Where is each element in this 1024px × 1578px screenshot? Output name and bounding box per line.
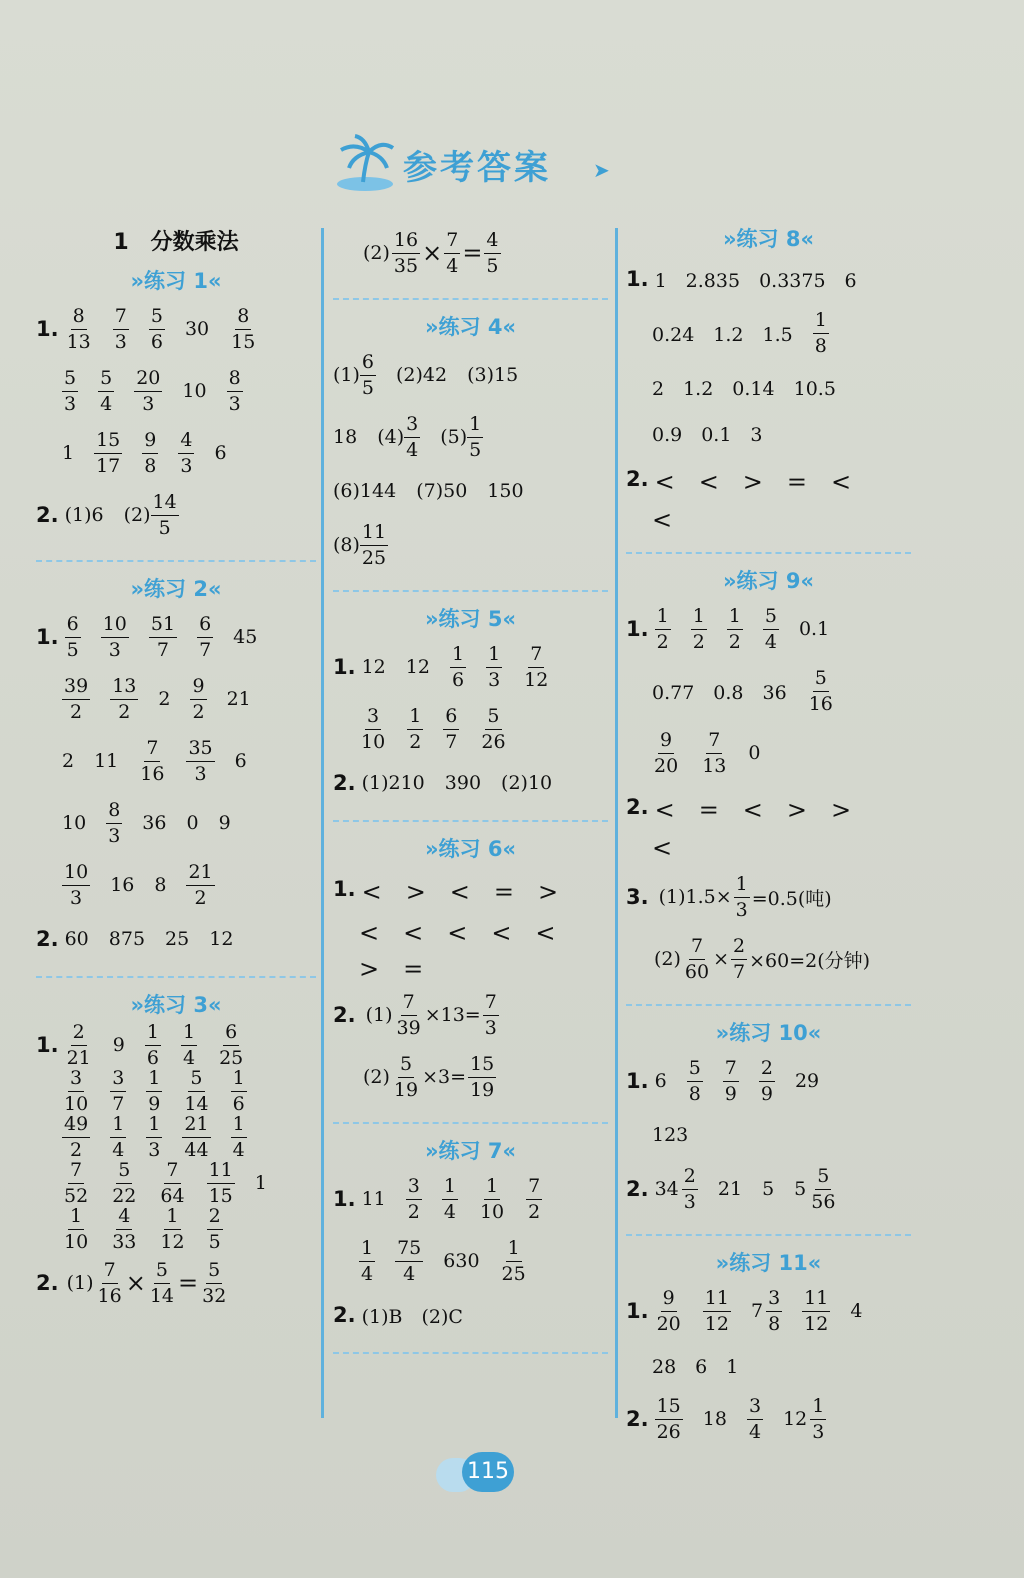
practice-title: »练习 2« — [130, 577, 222, 601]
fraction: $\frac{1}{3}$ — [735, 872, 748, 921]
answer-value: (5) $\frac{1}{5}$ — [440, 412, 482, 461]
answer-row — [333, 1292, 608, 1338]
answer-value: 2 — [62, 750, 75, 772]
fraction: $\frac{1}{2}$ — [656, 604, 669, 653]
equation-tail: ×60=2(分钟) — [749, 949, 871, 972]
answer-row — [36, 792, 316, 854]
answer-value: (6)144 — [333, 480, 397, 502]
answer-row — [333, 1168, 608, 1230]
times-sign: × — [713, 948, 730, 970]
answer-row — [626, 660, 911, 722]
answer-row — [36, 1206, 316, 1252]
fraction: $\frac{5}{16}$ — [808, 666, 833, 715]
answer-value: 9 — [112, 1034, 125, 1056]
fraction: $\frac{15}{19}$ — [470, 1052, 495, 1101]
fraction: $\frac{9}{8}$ — [144, 428, 157, 477]
question-number: 1. — [333, 655, 356, 679]
fraction: $\frac{5}{3}$ — [64, 366, 77, 415]
question-number: 1. — [36, 317, 59, 341]
answer-value: 30 — [184, 318, 210, 340]
equation-tail: =0.5(吨) — [751, 887, 832, 910]
section-divider — [36, 560, 316, 562]
fraction: $\frac{15}{17}$ — [96, 428, 121, 477]
answer-value: 18 — [702, 1408, 727, 1430]
answer-value: 1 — [62, 442, 75, 464]
answer-value: 1 — [254, 1172, 267, 1194]
answer-row — [626, 502, 911, 538]
page-header — [335, 132, 625, 202]
fraction: $\frac{7}{3}$ — [484, 990, 497, 1039]
equation-prefix: (1) — [365, 1004, 393, 1026]
answer-value: 4 — [850, 1300, 863, 1322]
fraction: $\frac{4}{5}$ — [486, 228, 499, 277]
answer-value: 5 — [762, 1178, 775, 1200]
answer-row — [36, 1252, 316, 1314]
fraction: $\frac{7}{52}$ — [64, 1158, 89, 1207]
question-number: 1. — [626, 1299, 649, 1323]
answer-value: (2)10 — [501, 772, 553, 794]
fraction: $\frac{1}{3}$ — [812, 1394, 825, 1443]
arrow-icon: ➤ — [593, 158, 610, 182]
column-middle — [333, 222, 608, 1364]
fraction: $\frac{1}{6}$ — [146, 1020, 159, 1069]
page-number: 115 — [462, 1452, 514, 1492]
fraction: $\frac{7}{9}$ — [724, 1056, 737, 1105]
fraction: $\frac{49}{2}$ — [64, 1112, 89, 1161]
answer-row — [626, 784, 911, 830]
question-number: 2. — [36, 503, 59, 527]
fraction: $\frac{3}{2}$ — [407, 1174, 420, 1223]
fraction: $\frac{1}{5}$ — [469, 412, 482, 461]
answer-value: 6 — [234, 750, 247, 772]
times-sign: × — [125, 1269, 146, 1297]
fraction: $\frac{21}{44}$ — [184, 1112, 209, 1161]
answer-value: 12 — [361, 656, 386, 678]
practice-title: »练习 6« — [424, 837, 517, 861]
section-divider — [333, 820, 608, 822]
answer-value: 0 — [748, 742, 761, 764]
fraction: $\frac{5}{19}$ — [393, 1052, 419, 1101]
fraction: $\frac{20}{3}$ — [136, 366, 161, 415]
fraction: $\frac{2}{9}$ — [760, 1056, 773, 1105]
answer-row — [626, 598, 911, 660]
answer-row — [333, 468, 608, 514]
equation-middle: ×13= — [424, 1004, 481, 1026]
fraction: $\frac{5}{14}$ — [149, 1258, 174, 1307]
fraction: $\frac{11}{12}$ — [704, 1286, 729, 1335]
fraction: $\frac{5}{32}$ — [202, 1258, 227, 1307]
mixed-number: 34 $\frac{2}{3}$ — [654, 1164, 696, 1213]
column-right — [626, 222, 911, 1450]
answer-row — [626, 302, 911, 364]
answer-value: 390 — [444, 772, 482, 794]
fraction: $\frac{1}{4}$ — [443, 1174, 456, 1223]
section-divider — [333, 590, 608, 592]
comparison-signs: < = < > > — [654, 795, 852, 824]
section-divider — [626, 552, 911, 554]
answer-value: (2)42 — [396, 364, 448, 386]
answer-row — [36, 1160, 316, 1206]
fraction: $\frac{5}{56}$ — [811, 1164, 836, 1213]
column-divider — [321, 228, 324, 1418]
answer-row — [333, 984, 608, 1046]
fraction: $\frac{7}{12}$ — [524, 642, 549, 691]
question-number: 2. — [626, 467, 649, 491]
fraction: $\frac{3}{10}$ — [361, 704, 386, 753]
mixed-number: 5 $\frac{5}{56}$ — [794, 1164, 836, 1213]
fraction: $\frac{7}{3}$ — [114, 304, 127, 353]
practice-title: »练习 4« — [424, 315, 517, 339]
comparison-signs: < < > = < — [654, 467, 852, 496]
comparison-signs: < < < < < — [359, 918, 556, 947]
palm-tree-icon — [335, 134, 397, 194]
fraction: $\frac{8}{3}$ — [108, 798, 121, 847]
answer-row — [36, 1022, 316, 1068]
answer-row — [626, 364, 911, 410]
answer-value: (2) $\frac{14}{5}$ — [123, 490, 177, 539]
answer-value: 1 2.835 0.3375 6 — [654, 269, 857, 292]
fraction: $\frac{4}{33}$ — [112, 1204, 137, 1253]
question-number: 1. — [333, 1187, 356, 1211]
answer-value: 10 — [182, 380, 207, 402]
answer-value: (8) $\frac{11}{25}$ — [333, 520, 387, 569]
answer-value: 9 — [218, 812, 231, 834]
answer-value: (4) $\frac{3}{4}$ — [377, 412, 419, 461]
fraction: $\frac{14}{5}$ — [152, 490, 177, 539]
answer-value: 0.1 — [798, 618, 830, 640]
practice-title: »练习 8« — [722, 227, 815, 251]
fraction: $\frac{1}{4}$ — [182, 1020, 196, 1069]
fraction: $\frac{2}{7}$ — [733, 934, 746, 983]
fraction: $\frac{1}{2}$ — [692, 604, 705, 653]
answer-value: 150 — [487, 480, 524, 502]
answer-row — [36, 1114, 316, 1160]
column-divider — [615, 228, 618, 1418]
fraction: $\frac{5}{8}$ — [688, 1056, 701, 1105]
answer-value: 0.77 0.8 36 — [652, 681, 787, 704]
fraction: $\frac{11}{25}$ — [361, 520, 387, 569]
fraction: $\frac{5}{4}$ — [100, 366, 113, 415]
answer-value: (3)15 — [467, 364, 519, 386]
fraction: $\frac{7}{13}$ — [702, 728, 727, 777]
answer-row — [333, 1046, 608, 1108]
equation-prefix: (2) — [654, 948, 681, 970]
answer-value: 36 — [142, 812, 167, 834]
answer-row — [333, 514, 608, 576]
answer-row — [626, 256, 911, 302]
answer-row — [36, 360, 316, 422]
answer-row — [36, 606, 316, 668]
answer-row — [36, 484, 316, 546]
answer-value: (1)6 — [64, 504, 104, 526]
mixed-number: 7 $\frac{3}{8}$ — [750, 1286, 781, 1335]
fraction: $\frac{35}{3}$ — [188, 736, 213, 785]
fraction: $\frac{10}{3}$ — [64, 860, 89, 909]
answer-row — [36, 730, 316, 792]
fraction: $\frac{2}{3}$ — [683, 1164, 696, 1213]
comparison-signs: < > < = > — [361, 877, 559, 906]
fraction: $\frac{3}{8}$ — [768, 1286, 781, 1335]
answer-value: 2 1.2 0.14 10.5 — [652, 377, 836, 400]
fraction: $\frac{39}{2}$ — [64, 674, 89, 723]
answer-value: 18 — [333, 426, 358, 448]
section-divider — [36, 976, 316, 978]
answer-row — [626, 410, 911, 456]
answer-row — [626, 1342, 911, 1388]
answer-value: (1) $\frac{6}{5}$ — [333, 350, 375, 399]
answer-value: 21 — [226, 688, 251, 710]
question-number: 2. — [626, 795, 649, 819]
answer-row — [626, 1280, 911, 1342]
answer-value: 875 — [108, 928, 146, 950]
fraction: $\frac{6}{5}$ — [361, 350, 375, 399]
fraction: $\frac{6}{7}$ — [199, 612, 212, 661]
section-divider — [333, 298, 608, 300]
answer-row — [333, 1230, 608, 1292]
answer-row — [626, 1388, 911, 1450]
question-number: 2. — [333, 771, 356, 795]
answer-value: (1)210 — [361, 772, 425, 794]
answer-value: 0 — [186, 812, 199, 834]
fraction: $\frac{11}{12}$ — [804, 1286, 829, 1335]
equals-sign: = — [462, 239, 483, 267]
fraction: $\frac{6}{7}$ — [445, 704, 458, 753]
answer-value: 11 — [94, 750, 119, 772]
answer-row — [626, 722, 911, 784]
practice-title: »练习 10« — [715, 1021, 822, 1045]
answer-value: 630 — [443, 1250, 480, 1272]
fraction: $\frac{7}{2}$ — [528, 1174, 541, 1223]
section-divider — [333, 1122, 608, 1124]
answer-row — [626, 1050, 911, 1112]
fraction: $\frac{1}{10}$ — [64, 1204, 89, 1253]
fraction: $\frac{8}{3}$ — [228, 366, 241, 415]
mixed-number: 12 $\frac{1}{3}$ — [783, 1394, 825, 1443]
fraction: $\frac{1}{25}$ — [501, 1236, 526, 1285]
question-number: 2. — [333, 1303, 356, 1327]
fraction: $\frac{3}{4}$ — [748, 1394, 762, 1443]
answer-value: 2 — [158, 688, 171, 710]
fraction: $\frac{51}{7}$ — [150, 612, 176, 661]
fraction: $\frac{1}{4}$ — [361, 1236, 374, 1285]
fraction: $\frac{1}{8}$ — [814, 308, 827, 357]
equals-sign: = — [178, 1269, 199, 1297]
question-number: 1. — [36, 625, 59, 649]
question-number: 3. — [626, 885, 649, 909]
answer-value: 25 — [165, 928, 190, 950]
fraction: $\frac{7}{64}$ — [160, 1158, 185, 1207]
fraction: $\frac{21}{2}$ — [188, 860, 213, 909]
question-number: 1. — [626, 617, 649, 641]
answer-row — [333, 912, 608, 948]
fraction: $\frac{5}{22}$ — [112, 1158, 137, 1207]
fraction: $\frac{1}{3}$ — [488, 642, 501, 691]
answer-row — [626, 1158, 911, 1220]
fraction: $\frac{1}{4}$ — [232, 1112, 245, 1161]
answer-value: 12 — [405, 656, 430, 678]
question-number: 1. — [333, 877, 356, 901]
equation-prefix: (1) — [66, 1272, 94, 1294]
fraction: $\frac{7}{39}$ — [396, 990, 421, 1039]
answer-row — [626, 866, 911, 928]
answer-row — [333, 406, 608, 468]
fraction: $\frac{9}{20}$ — [654, 728, 679, 777]
equation-middle: ×3= — [422, 1066, 467, 1088]
fraction: $\frac{3}{10}$ — [64, 1066, 89, 1115]
answer-row — [36, 854, 316, 916]
fraction: $\frac{5}{26}$ — [481, 704, 506, 753]
fraction: $\frac{5}{4}$ — [764, 604, 777, 653]
answer-value: (7)50 — [416, 480, 468, 502]
section-divider — [626, 1004, 911, 1006]
comparison-signs: > = — [359, 954, 424, 983]
comparison-signs: < — [652, 834, 673, 862]
fraction: $\frac{9}{20}$ — [656, 1286, 681, 1335]
page-title: 参考答案 — [403, 148, 551, 188]
answer-value: 16 — [110, 874, 135, 896]
answer-value: 45 — [233, 626, 258, 648]
question-number: 1. — [626, 1069, 649, 1093]
practice-title: »练习 9« — [722, 569, 815, 593]
equation-prefix: (2) — [363, 242, 390, 264]
practice-title: »练习 1« — [130, 269, 222, 293]
question-number: 2. — [626, 1407, 649, 1431]
answer-value: 10 — [62, 812, 87, 834]
fraction: $\frac{13}{2}$ — [112, 674, 137, 723]
fraction: $\frac{5}{14}$ — [184, 1066, 209, 1115]
answer-value: 0.9 0.1 3 — [652, 423, 763, 446]
fraction: $\frac{7}{16}$ — [140, 736, 165, 785]
practice-title: »练习 3« — [130, 993, 222, 1017]
answer-row — [333, 222, 608, 284]
answer-row — [333, 636, 608, 698]
question-number: 1. — [626, 267, 649, 291]
answer-row — [333, 948, 608, 984]
answer-value: 60 — [64, 928, 89, 950]
fraction: $\frac{1}{2}$ — [409, 704, 422, 753]
fraction: $\frac{1}{9}$ — [148, 1066, 161, 1115]
fraction: $\frac{2}{21}$ — [66, 1020, 91, 1069]
fraction: $\frac{8}{15}$ — [231, 304, 256, 353]
answer-value: 8 — [154, 874, 167, 896]
answer-row — [36, 1068, 316, 1114]
question-number: 2. — [333, 1003, 356, 1027]
answer-row — [333, 760, 608, 806]
answer-value: 29 — [794, 1070, 820, 1092]
fraction: $\frac{16}{35}$ — [393, 228, 419, 277]
answer-value: 21 — [717, 1178, 743, 1200]
fraction: $\frac{7}{60}$ — [684, 934, 710, 983]
fraction: $\frac{4}{3}$ — [180, 428, 193, 477]
practice-title: »练习 5« — [424, 607, 517, 631]
fraction: $\frac{1}{4}$ — [112, 1112, 125, 1161]
question-number: 1. — [36, 1033, 59, 1057]
fraction: $\frac{3}{7}$ — [112, 1066, 125, 1115]
comparison-signs: < — [652, 506, 673, 534]
fraction: $\frac{75}{4}$ — [397, 1236, 422, 1285]
question-number: 2. — [36, 1271, 59, 1295]
fraction: $\frac{2}{5}$ — [208, 1204, 221, 1253]
answer-value: 0.24 1.2 1.5 — [652, 323, 793, 346]
times-sign: × — [422, 239, 443, 267]
answer-value: 123 — [652, 1124, 689, 1146]
fraction: $\frac{1}{12}$ — [160, 1204, 185, 1253]
fraction: $\frac{1}{2}$ — [728, 604, 741, 653]
fraction: $\frac{7}{16}$ — [97, 1258, 122, 1307]
practice-title: »练习 7« — [424, 1139, 517, 1163]
section-divider — [626, 1234, 911, 1236]
answer-value: 6 — [654, 1070, 667, 1092]
answer-row — [626, 928, 911, 990]
chapter-title: 1 分数乘法 — [113, 230, 239, 255]
fraction: $\frac{9}{2}$ — [192, 674, 205, 723]
fraction: $\frac{1}{6}$ — [451, 642, 465, 691]
fraction: $\frac{11}{15}$ — [208, 1158, 233, 1207]
answer-row — [333, 344, 608, 406]
answer-row — [36, 298, 316, 360]
answer-value: 28 6 1 — [652, 1355, 739, 1378]
fraction: $\frac{5}{6}$ — [150, 304, 163, 353]
fraction: $\frac{8}{13}$ — [66, 304, 91, 353]
fraction: $\frac{10}{3}$ — [102, 612, 127, 661]
fraction: $\frac{15}{26}$ — [656, 1394, 681, 1443]
practice-title: »练习 11« — [715, 1251, 822, 1275]
fraction: $\frac{1}{3}$ — [148, 1112, 161, 1161]
equation-prefix: (2) — [363, 1066, 390, 1088]
fraction: $\frac{6}{25}$ — [219, 1020, 244, 1069]
answer-value: 11 — [361, 1188, 386, 1210]
answer-row — [626, 456, 911, 502]
column-left — [36, 222, 316, 1314]
equation-prefix: (1)1.5× — [658, 886, 732, 908]
answer-row — [36, 668, 316, 730]
fraction: $\frac{6}{5}$ — [66, 612, 79, 661]
fraction: $\frac{1}{10}$ — [479, 1174, 505, 1223]
question-number: 2. — [626, 1177, 649, 1201]
fraction: $\frac{7}{4}$ — [446, 228, 459, 277]
answer-row — [626, 1112, 911, 1158]
answer-value: (1)B (2)C — [361, 1305, 463, 1328]
answer-value: 6 — [214, 442, 227, 464]
answer-row — [36, 916, 316, 962]
fraction: $\frac{3}{4}$ — [406, 412, 419, 461]
section-divider — [333, 1352, 608, 1354]
answer-value: 12 — [209, 928, 234, 950]
fraction: $\frac{1}{6}$ — [232, 1066, 245, 1115]
answer-row — [333, 698, 608, 760]
question-number: 2. — [36, 927, 59, 951]
answer-row — [36, 422, 316, 484]
answer-row — [333, 866, 608, 912]
answer-row — [626, 830, 911, 866]
